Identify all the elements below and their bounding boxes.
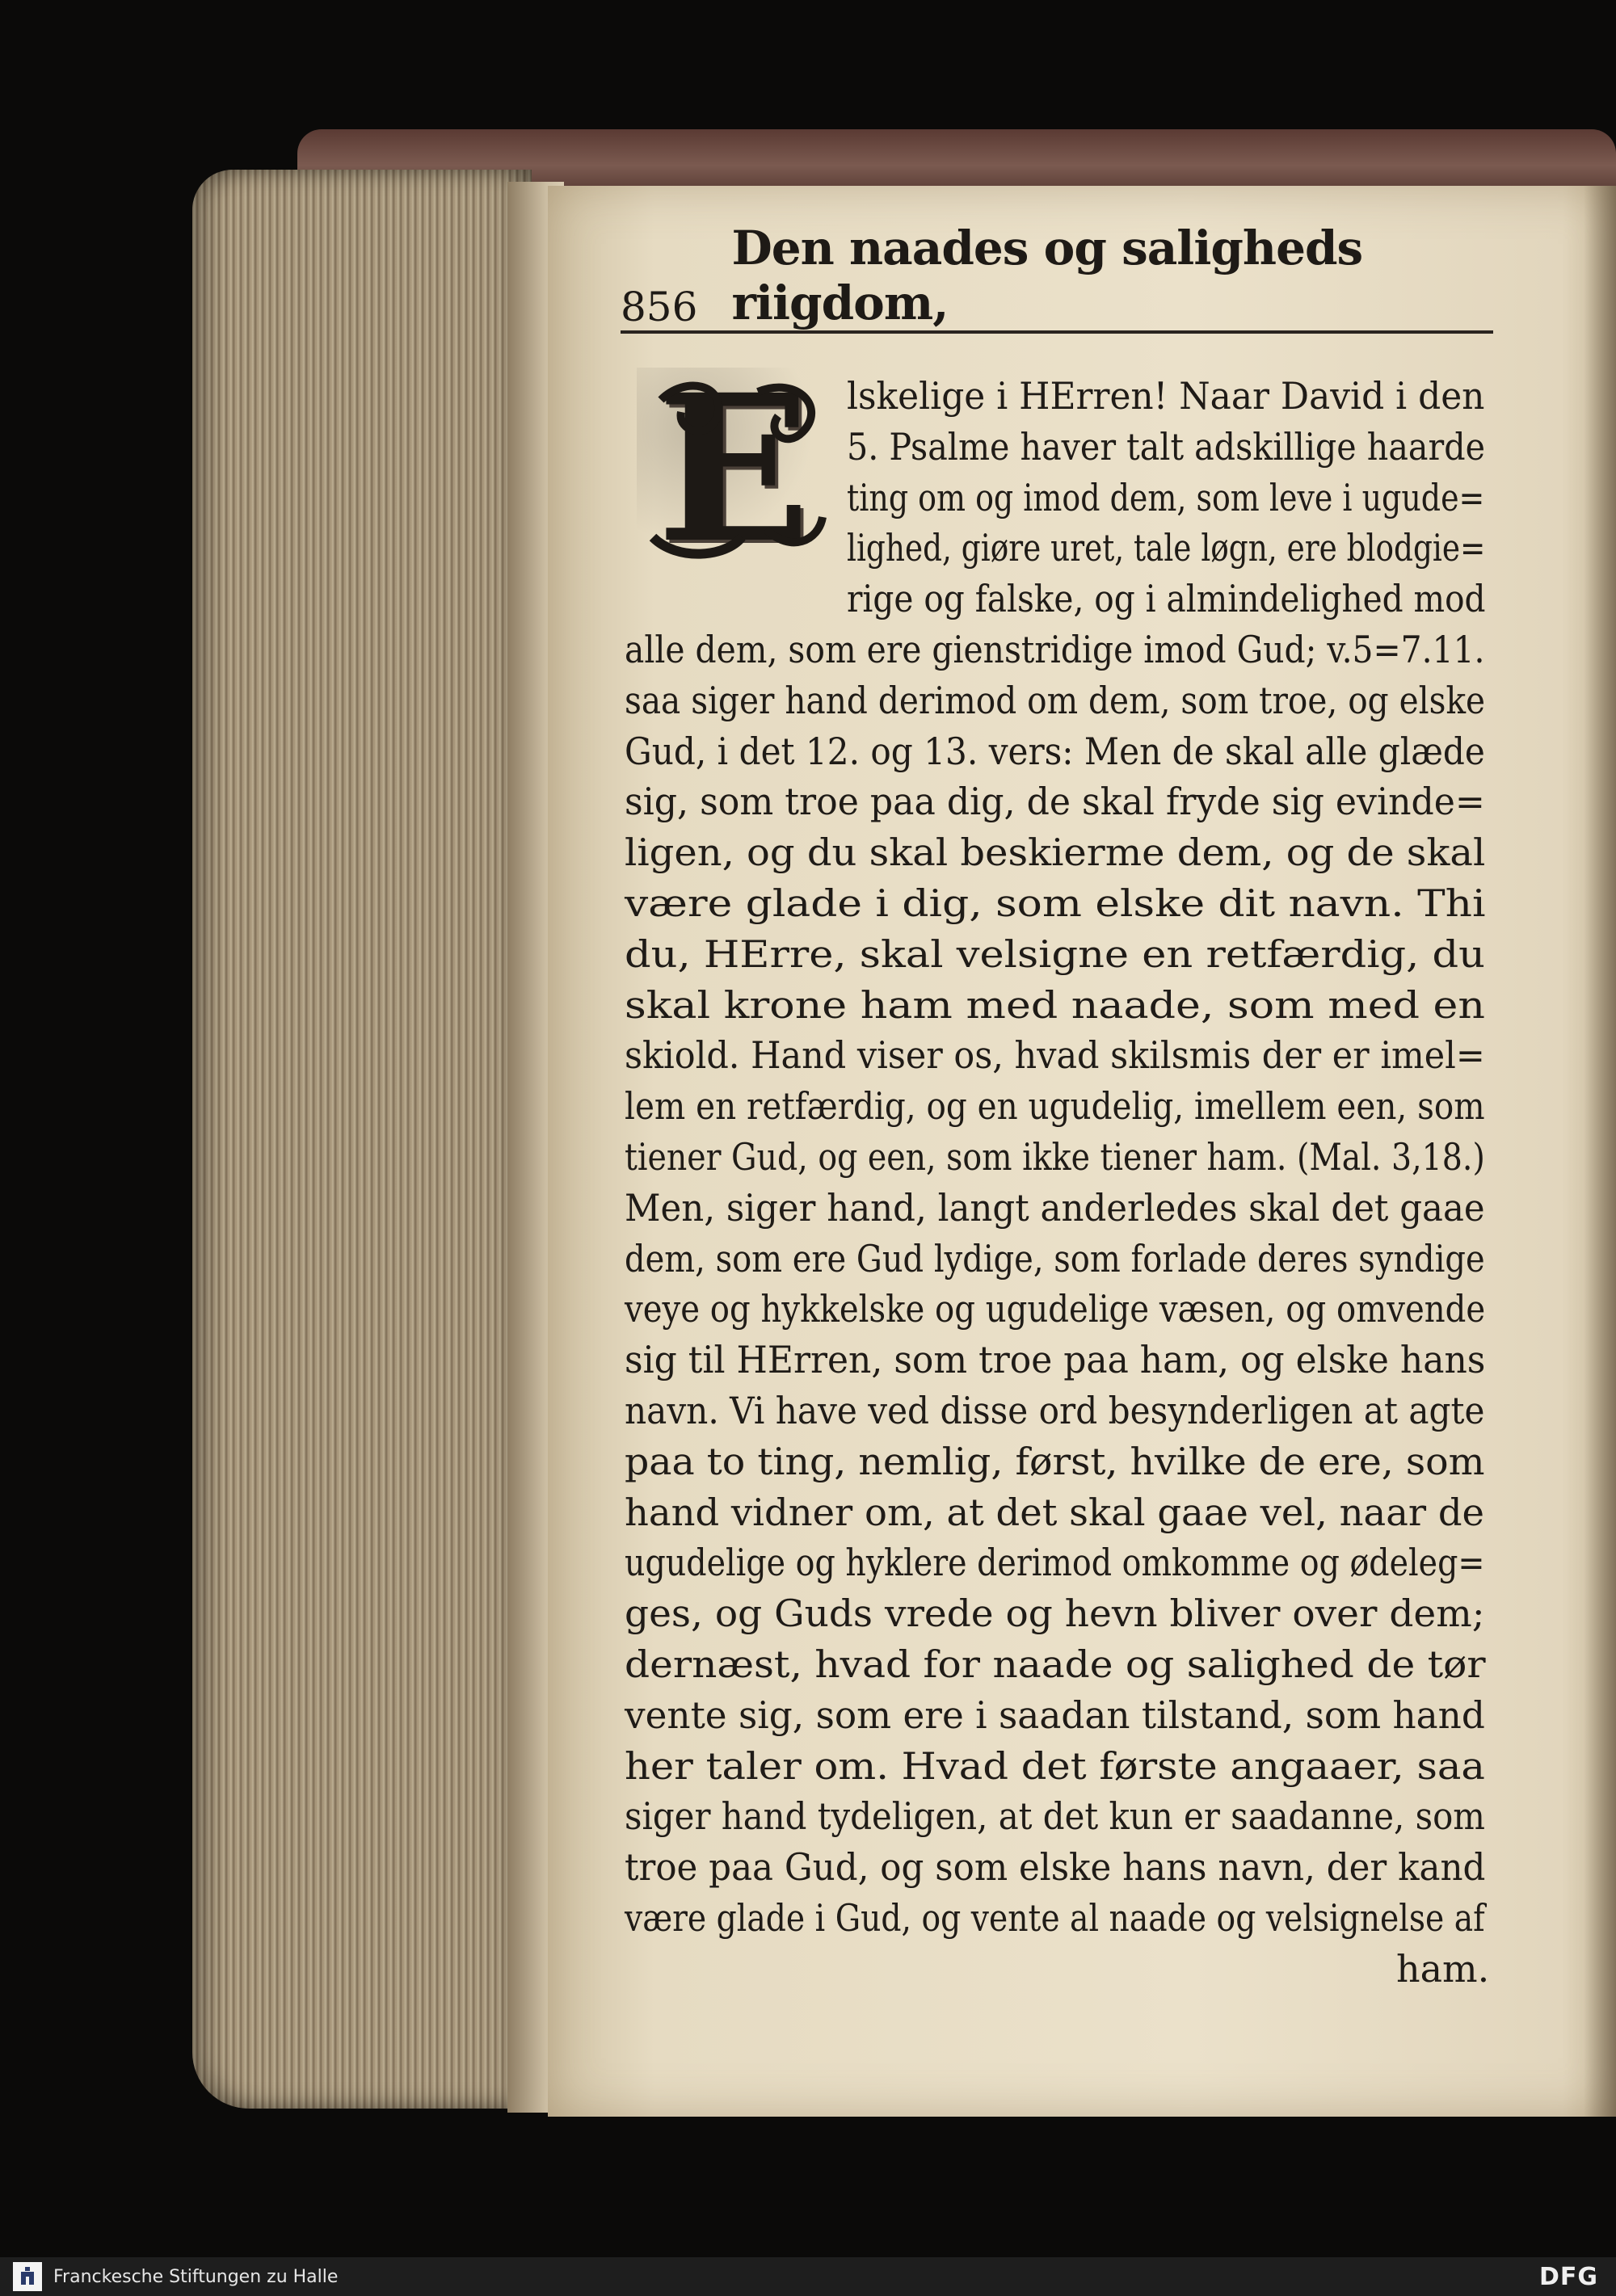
text-line: være glade i dig, som elske dit navn. Thi	[625, 881, 1486, 925]
text-line: alle dem, som ere gienstridige imod Gud; v.5=7.11.	[625, 628, 1485, 671]
text-line: tiener Gud, og een, som ikke tiener ham. (Mal. 3,18.)	[625, 1135, 1485, 1179]
text-line: rige og falske, og i almindelighed mod	[847, 577, 1486, 620]
viewer-footer	[0, 2257, 1616, 2296]
text-line: ugudelige og hyklere derimod omkomme og ødeleg=	[625, 1541, 1485, 1584]
text-line: veye og hykkelske og ugudelige væsen, og omvende	[625, 1287, 1486, 1331]
text-line: dernæst, hvad for naade og salighed de tør	[625, 1642, 1486, 1686]
book-photo	[184, 121, 1616, 2134]
text-line: siger hand tydeligen, at det kun er saadanne, som	[625, 1794, 1485, 1838]
text-line: saa siger hand derimod om dem, som troe, og elske	[625, 679, 1486, 722]
text-line: sig til HErren, som troe paa ham, og elske hans	[625, 1338, 1486, 1381]
text-line: du, HErre, skal velsigne en retfærdig, du	[625, 932, 1486, 976]
running-title: Den naades og saligheds riigdom,	[731, 221, 1363, 330]
text-line: navn. Vi have ved disse ord besynderligen at agte	[625, 1389, 1485, 1432]
text-line: ting om og imod dem, som leve i ugude=	[847, 476, 1485, 519]
text-line: være glade i Gud, og vente al naade og velsignelse af	[625, 1896, 1485, 1940]
funder-logo: DFG	[1538, 2262, 1598, 2291]
text-line: troe paa Gud, og som elske hans navn, der kand	[625, 1845, 1486, 1889]
initial-letter: E	[656, 350, 811, 587]
institution-logo-icon	[13, 2262, 42, 2291]
institution-name: Franckesche Stiftungen zu Halle	[53, 2266, 339, 2287]
text-line: Men, siger hand, langt anderledes skal det gaae	[625, 1186, 1485, 1230]
text-line: lskelige i HErren! Naar David i den	[847, 374, 1485, 418]
text-line: skal krone ham med naade, som med en	[625, 983, 1486, 1027]
page-edges	[192, 170, 532, 2109]
running-head	[621, 221, 1493, 334]
text-line: lem en retfærdig, og en ugudelig, imellem een, som	[625, 1084, 1485, 1128]
text-line: dem, som ere Gud lydige, som forlade deres syndige	[625, 1237, 1485, 1280]
text-line: vente sig, som ere i saadan tilstand, som hand	[625, 1693, 1485, 1737]
text-line: sig, som troe paa dig, de skal fryde sig evinde=	[625, 780, 1485, 823]
page-shadow	[1584, 186, 1616, 2117]
text-line: ges, og Guds vrede og hevn bliver over dem;	[625, 1592, 1485, 1635]
text-line: hand vidner om, at det skal gaae vel, naar de	[625, 1491, 1485, 1534]
text-line: paa to ting, nemlig, først, hvilke de ere, som	[625, 1440, 1485, 1483]
page-number: 856	[621, 284, 698, 330]
text-line: skiold. Hand viser os, hvad skilsmis der er imel=	[625, 1033, 1485, 1077]
text-line: ligen, og du skal beskierme dem, og de skal	[625, 831, 1486, 874]
decorated-initial	[637, 350, 831, 587]
text-line: lighed, giøre uret, tale løgn, ere blodgie=	[847, 526, 1486, 570]
text-line: ham.	[1396, 1947, 1490, 1991]
text-line: 5. Psalme haver talt adskillige haarde	[847, 425, 1485, 469]
book-page	[548, 186, 1616, 2117]
text-line: her taler om. Hvad det første angaaer, saa	[625, 1744, 1485, 1788]
text-line: Gud, i det 12. og 13. vers: Men de skal alle glæde	[625, 730, 1485, 773]
